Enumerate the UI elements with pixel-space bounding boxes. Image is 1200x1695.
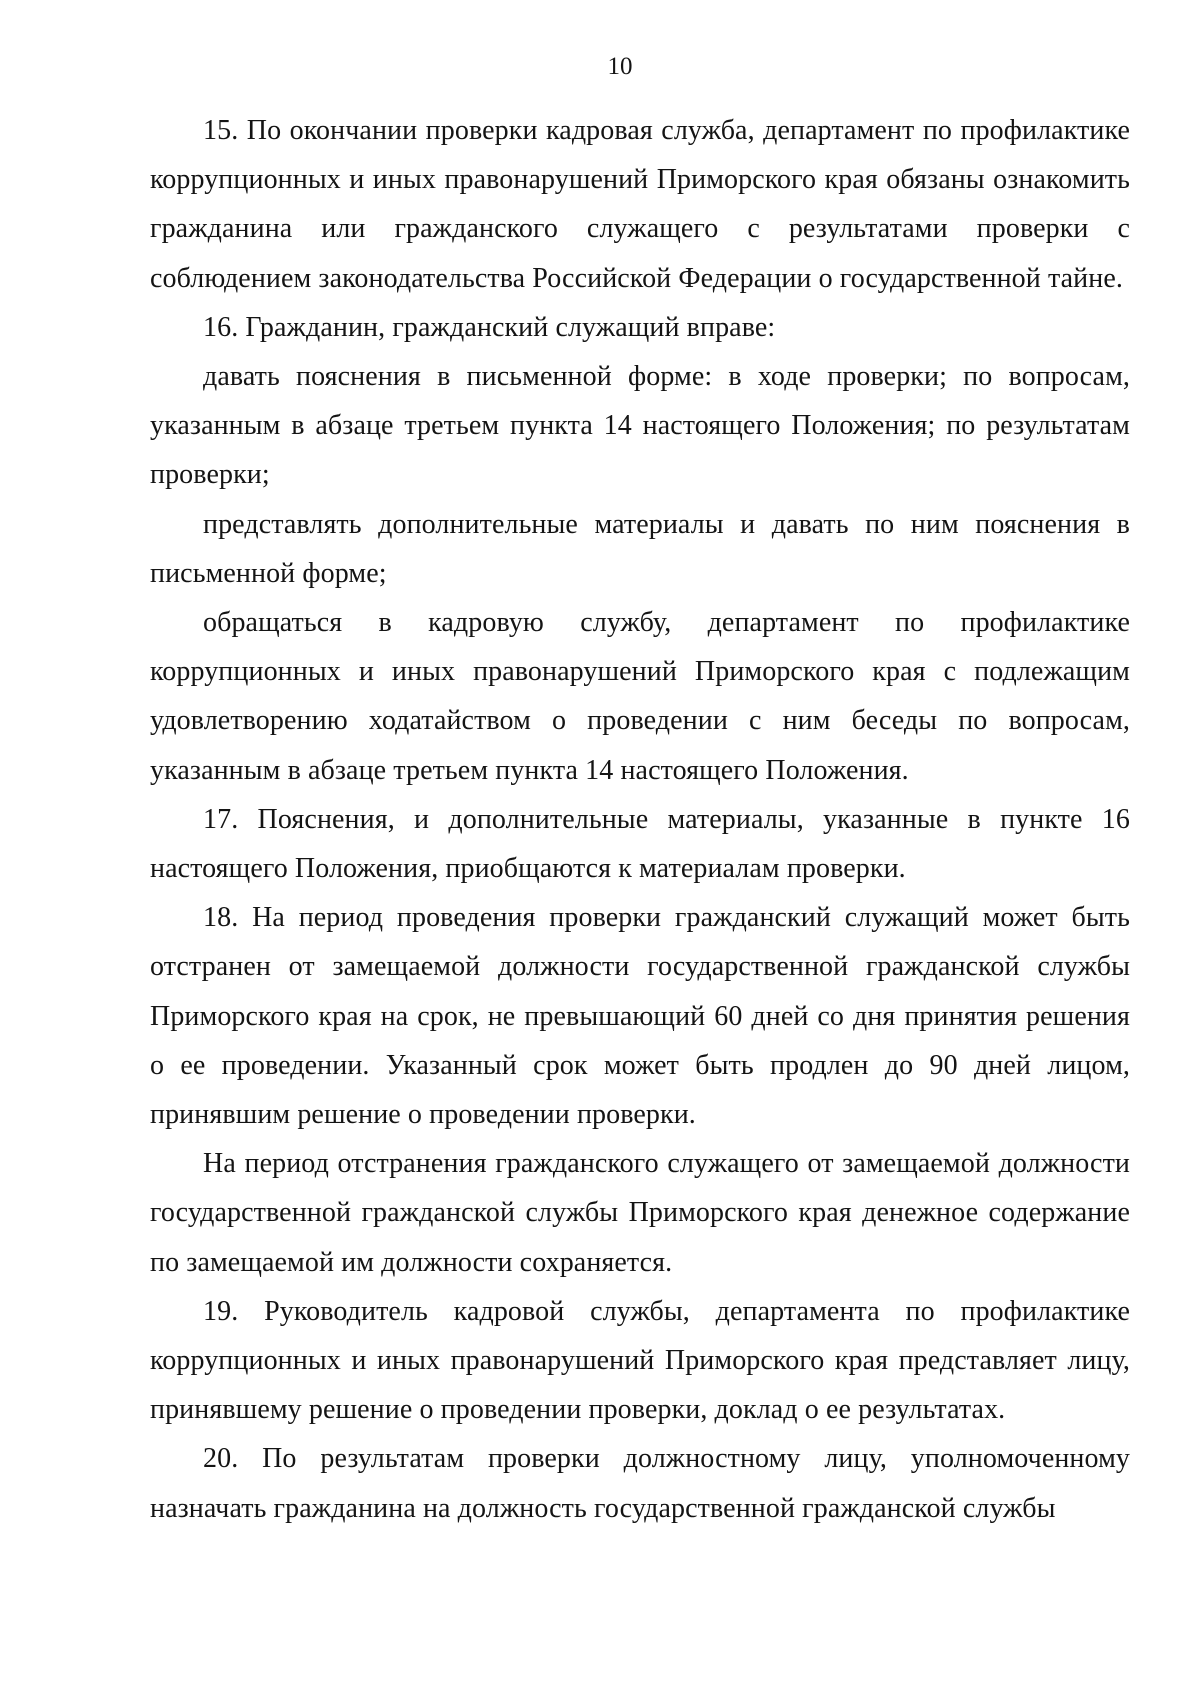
- document-body: [150, 106, 1130, 1533]
- paragraph-16-item-explanations: давать пояснения в письменной форме: в ходе проверки; по вопросам, указанным в абзаце третьем пункта 14 настоящего Положения; по результатам проверки;: [150, 361, 1130, 491]
- paragraph-16: 16. Гражданин, гражданский служащий вправе:: [203, 311, 776, 343]
- paragraph-17: 17. Пояснения, и дополнительные материалы, указанные в пункте 16 настоящего Положения, приобщаются к материалам проверки.: [150, 803, 1130, 885]
- page-number: 10: [607, 53, 633, 80]
- paragraph-16-item-petition: обращаться в кадровую службу, департамент по профилактике коррупционных и иных правонарушений Приморского края с подлежащим удовлетворению ходатайством о проведении с ним беседы по вопросам, указанным в абзаце третьем пункта 14 настоящего Положения.: [150, 607, 1130, 786]
- paragraph-19: 19. Руководитель кадровой службы, департамента по профилактике коррупционных и иных правонарушений Приморского края представляет лицу, принявшему решение о проведении проверки, доклад о ее результатах.: [150, 1295, 1130, 1426]
- paragraph-15: 15. По окончании проверки кадровая служба, департамент по профилактике коррупционных и иных правонарушений Приморского края обязаны ознакомить гражданина или гражданского служащего с результатами проверки с соблюдением законодательства Российской Федерации о государственной тайне.: [150, 115, 1130, 294]
- paragraph-18: 18. На период проведения проверки гражданский служащий может быть отстранен от замещаемой должности государственной гражданской службы Приморского края на срок, не превышающий 60 дней со дня принятия решения о ее проведении. Указанный срок может быть продлен до 90 дней лицом, принявшим решение о проведении проверки.: [150, 902, 1130, 1131]
- paragraph-18-salary: На период отстранения гражданского служащего от замещаемой должности государственной гражданской службы Приморского края денежное содержание по замещаемой им должности сохраняется.: [150, 1148, 1130, 1278]
- paragraph-16-item-materials: представлять дополнительные материалы и давать по ним пояснения в письменной форме;: [150, 508, 1130, 589]
- paragraph-20: 20. По результатам проверки должностному лицу, уполномоченному назначать гражданина на должность государственной гражданской службы: [150, 1443, 1130, 1524]
